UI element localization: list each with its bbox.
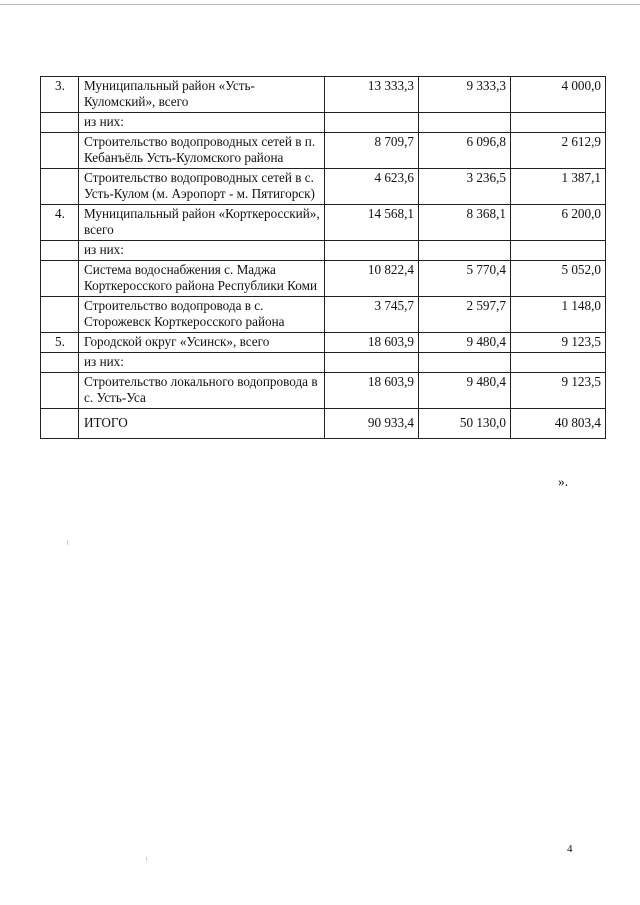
row-total: 4 623,6 [325,169,419,205]
row-amount-a [419,353,511,373]
row-amount-a [419,113,511,133]
row-name: Строительство водопроводных сетей в с. Усть-Кулом (м. Аэропорт - м. Пятигорск) [79,169,325,205]
row-amount-a: 2 597,7 [419,297,511,333]
row-amount-b [511,113,606,133]
total-row-amount-a: 50 130,0 [419,409,511,439]
row-total [325,241,419,261]
row-amount-b: 1 148,0 [511,297,606,333]
row-total: 8 709,7 [325,133,419,169]
row-number: 3. [41,77,79,113]
row-amount-b: 5 052,0 [511,261,606,297]
total-row-total: 90 933,4 [325,409,419,439]
table-row [41,297,606,333]
row-total [325,353,419,373]
row-number [41,169,79,205]
total-row-amount-b: 40 803,4 [511,409,606,439]
row-total: 13 333,3 [325,77,419,113]
table-row [41,133,606,169]
row-amount-a: 8 368,1 [419,205,511,241]
page-number: 4 [567,843,573,855]
row-number: 4. [41,205,79,241]
scan-speck [67,540,68,545]
table-row [41,205,606,241]
row-name: Муниципальный район «Корткеросский», всего [79,205,325,241]
row-amount-a: 6 096,8 [419,133,511,169]
table-row [41,353,606,373]
row-name: из них: [79,353,325,373]
row-name: Строительство водопровода в с. Сторожевск Корткеросского района [79,297,325,333]
row-number [41,297,79,333]
row-amount-b [511,353,606,373]
row-name: Строительство локального водопровода в с. Усть-Уса [79,373,325,409]
row-number [41,113,79,133]
row-amount-b: 2 612,9 [511,133,606,169]
row-number [41,373,79,409]
row-amount-a: 9 333,3 [419,77,511,113]
scan-speck [146,857,147,861]
row-number [41,261,79,297]
table-row [41,333,606,353]
row-number [41,353,79,373]
table-row [41,261,606,297]
row-amount-a: 3 236,5 [419,169,511,205]
budget-table [40,76,606,439]
row-amount-b: 4 000,0 [511,77,606,113]
total-row-number [41,409,79,439]
row-amount-b: 9 123,5 [511,373,606,409]
scan-top-edge [0,4,640,5]
row-total: 3 745,7 [325,297,419,333]
row-name: Муниципальный район «Усть-Куломский», всего [79,77,325,113]
table-row [41,113,606,133]
row-total [325,113,419,133]
row-amount-a [419,241,511,261]
row-name: из них: [79,241,325,261]
row-number: 5. [41,333,79,353]
row-name: Система водоснабжения с. Маджа Корткеросского района Республики Коми [79,261,325,297]
row-name: Строительство водопроводных сетей в п. Кебанъёль Усть-Куломского района [79,133,325,169]
row-number [41,241,79,261]
total-row-label: ИТОГО [79,409,325,439]
row-amount-b: 1 387,1 [511,169,606,205]
row-number [41,133,79,169]
row-total: 18 603,9 [325,333,419,353]
row-name: Городской округ «Усинск», всего [79,333,325,353]
row-amount-b [511,241,606,261]
row-amount-b: 9 123,5 [511,333,606,353]
closing-quote-mark: ». [558,474,569,489]
total-row [41,409,606,439]
table-row [41,241,606,261]
row-total: 14 568,1 [325,205,419,241]
row-total: 10 822,4 [325,261,419,297]
table-row [41,373,606,409]
row-name: из них: [79,113,325,133]
table-row [41,169,606,205]
row-amount-a: 9 480,4 [419,373,511,409]
table-row [41,77,606,113]
row-amount-b: 6 200,0 [511,205,606,241]
row-total: 18 603,9 [325,373,419,409]
row-amount-a: 5 770,4 [419,261,511,297]
row-amount-a: 9 480,4 [419,333,511,353]
